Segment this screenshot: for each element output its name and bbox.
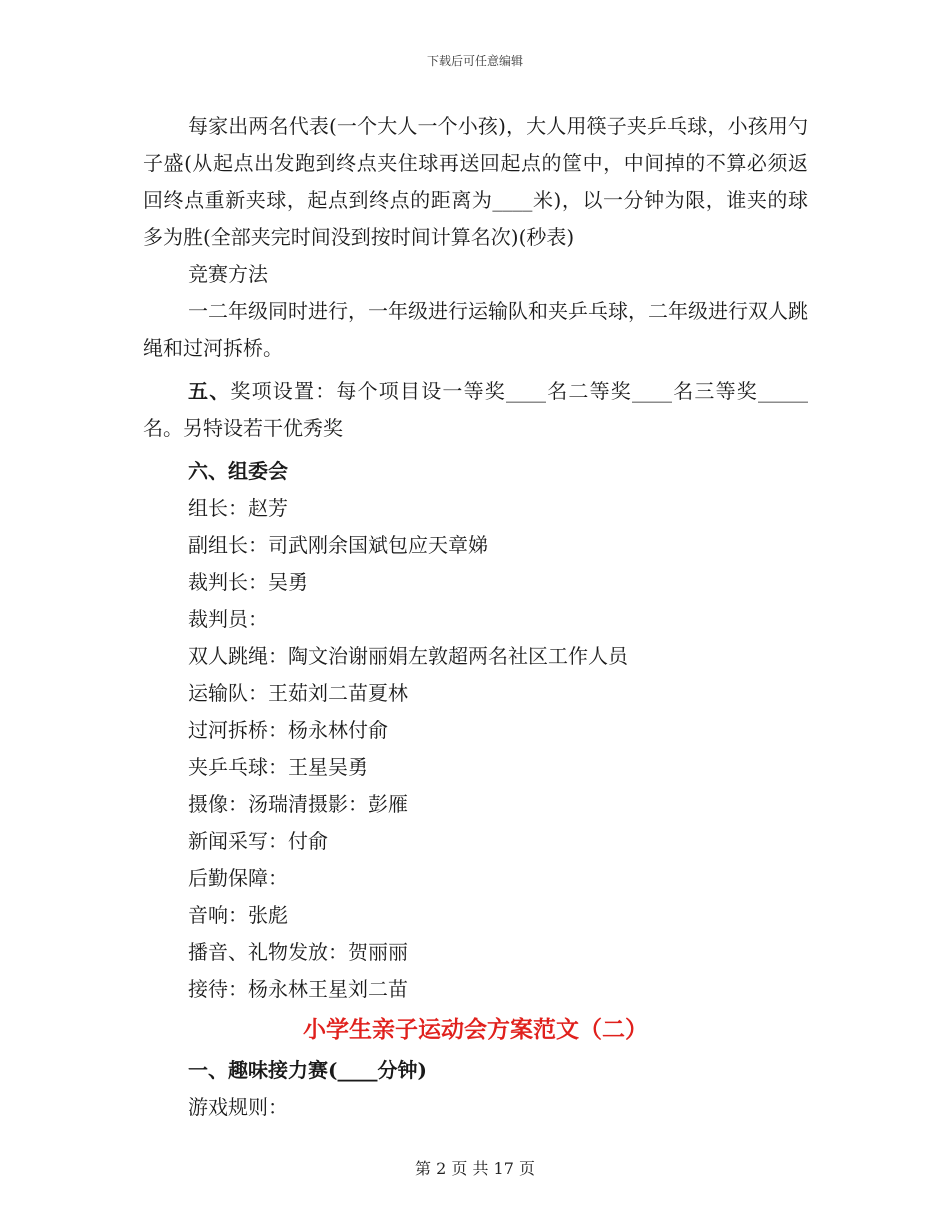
relay-heading: 一、趣味接力赛(____分钟): [188, 1058, 427, 1082]
page-number: 第 2 页 共 17 页: [415, 1159, 535, 1178]
committee-line: 双人跳绳：陶文治谢丽娟左敦超两名社区工作人员: [188, 644, 628, 668]
committee-line: 后勤保障：: [188, 866, 288, 890]
awards-section-number: 五、: [188, 379, 231, 403]
committee-line: 裁判员：: [188, 607, 268, 631]
document-body: [143, 108, 808, 1126]
committee-line: 接待：杨永林王星刘二苗: [188, 977, 408, 1001]
rules-label: 游戏规则：: [188, 1095, 288, 1119]
section-title: 小学生亲子运动会方案范文（二）: [303, 1016, 648, 1043]
committee-line: 新闻采写：付俞: [188, 829, 328, 853]
rules-paragraph: 每家出两名代表(一个大人一个小孩)，大人用筷子夹乒乓球，小孩用勺子盛(从起点出发跑到终点夹住球再送回起点的筐中，中间掉的不算必须返回终点重新夹球，起点到终点的距离为____米)，以一分钟为限，谁夹的球多为胜(全部夹完时间没到按时间计算名次)(秒表): [143, 114, 808, 249]
committee-line: 裁判长：吴勇: [188, 570, 308, 594]
committee-line: 播音、礼物发放：贺丽丽: [188, 940, 408, 964]
committee-line: 摄像：汤瑞清摄影：彭雁: [188, 792, 408, 816]
page-header-note: 下载后可任意编辑: [426, 54, 523, 68]
committee-heading: 六、组委会: [188, 459, 288, 483]
committee-line: 音响：张彪: [188, 903, 288, 927]
method-heading: 竞赛方法: [188, 262, 268, 286]
committee-line: 夹乒乓球：王星吴勇: [188, 755, 368, 779]
committee-line: 副组长：司武刚余国斌包应天章娣: [188, 533, 488, 557]
awards-text: 奖项设置：每个项目设一等奖____名二等奖____名三等奖_____名。另特设若干优秀奖: [143, 379, 809, 440]
awards-paragraph: [143, 373, 808, 447]
committee-line: 运输队：王茹刘二苗夏林: [188, 681, 408, 705]
committee-line: 组长：赵芳: [188, 496, 288, 520]
method-paragraph: 一二年级同时进行，一年级进行运输队和夹乒乓球，二年级进行双人跳绳和过河拆桥。: [143, 299, 808, 360]
committee-line: 过河拆桥：杨永林付俞: [188, 718, 388, 742]
